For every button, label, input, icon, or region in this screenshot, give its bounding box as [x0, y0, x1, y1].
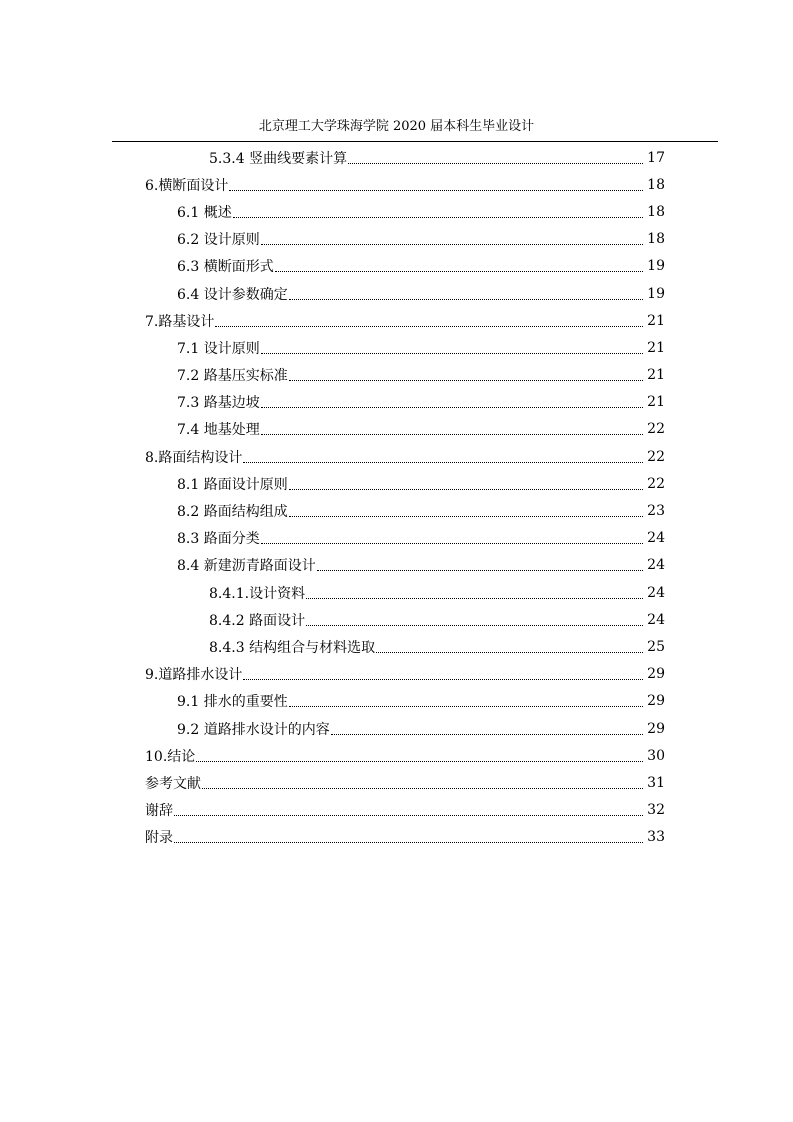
toc-entry-title: 参考文献 [145, 775, 201, 792]
toc-entry[interactable] [0, 742, 793, 769]
toc-entry[interactable] [0, 497, 793, 524]
toc-entry-title: 8.4 新建沥青路面设计 [177, 558, 316, 575]
toc-entry-page-number: 19 [647, 258, 665, 275]
toc-entry-page-number: 17 [647, 149, 665, 166]
dot-leader [202, 788, 643, 789]
toc-entry[interactable] [0, 606, 793, 633]
toc-entry[interactable] [0, 171, 793, 198]
dot-leader [174, 815, 643, 816]
toc-entry[interactable] [0, 579, 793, 606]
dot-leader [261, 434, 643, 435]
toc-entry-page-number: 29 [647, 693, 665, 710]
toc-entry-title: 谢辞 [145, 803, 173, 820]
dot-leader [275, 271, 643, 272]
toc-entry[interactable] [0, 198, 793, 225]
dot-leader [348, 163, 643, 164]
toc-entry[interactable] [0, 661, 793, 688]
toc-entry-title: 6.2 设计原则 [177, 232, 260, 249]
toc-entry-page-number: 22 [647, 448, 665, 465]
dot-leader [261, 244, 643, 245]
dot-leader [289, 380, 643, 381]
toc-entry-title: 8.4.2 路面设计 [209, 612, 306, 629]
toc-entry[interactable] [0, 280, 793, 307]
toc-entry[interactable] [0, 797, 793, 824]
toc-entry-title: 8.路面结构设计 [145, 449, 243, 466]
toc-entry-page-number: 22 [647, 421, 665, 438]
dot-leader [306, 625, 643, 626]
toc-entry-title: 7.3 路基边坡 [177, 395, 260, 412]
toc-entry-title: 8.4.1.设计资料 [209, 585, 306, 602]
toc-entry-title: 5.3.4 竖曲线要素计算 [209, 150, 348, 167]
toc-entry[interactable] [0, 688, 793, 715]
dot-leader [196, 761, 643, 762]
toc-entry-page-number: 24 [647, 530, 665, 547]
toc-entry-title: 8.2 路面结构组成 [177, 504, 288, 521]
toc-entry[interactable] [0, 226, 793, 253]
toc-entry-page-number: 21 [647, 394, 665, 411]
toc-entry-page-number: 24 [647, 611, 665, 628]
toc-entry[interactable] [0, 633, 793, 660]
toc-entry[interactable] [0, 443, 793, 470]
dot-leader [174, 842, 643, 843]
toc-entry-title: 9.2 道路排水设计的内容 [177, 721, 330, 738]
dot-leader [289, 516, 643, 517]
dot-leader [261, 353, 643, 354]
dot-leader [289, 299, 643, 300]
toc-entry[interactable] [0, 769, 793, 796]
toc-entry-page-number: 21 [647, 339, 665, 356]
toc-entry[interactable] [0, 470, 793, 497]
toc-entry-title: 8.3 路面分类 [177, 531, 260, 548]
toc-entry[interactable] [0, 416, 793, 443]
dot-leader [261, 407, 643, 408]
dot-leader [306, 598, 643, 599]
toc-entry[interactable] [0, 253, 793, 280]
toc-entry-page-number: 29 [647, 720, 665, 737]
toc-entry-title: 7.4 地基处理 [177, 422, 260, 439]
toc-entry[interactable] [0, 824, 793, 851]
toc-entry-title: 6.横断面设计 [145, 177, 229, 194]
toc-entry-title: 6.4 设计参数确定 [177, 286, 288, 303]
toc-entry-page-number: 32 [647, 802, 665, 819]
dot-leader [376, 652, 643, 653]
toc-entry-title: 8.1 路面设计原则 [177, 476, 288, 493]
toc-entry-page-number: 21 [647, 312, 665, 329]
dot-leader [229, 190, 643, 191]
toc-entry[interactable] [0, 334, 793, 361]
toc-entry-title: 7.1 设计原则 [177, 340, 260, 357]
toc-entry-page-number: 23 [647, 503, 665, 520]
dot-leader [289, 489, 643, 490]
toc-entry-page-number: 18 [647, 176, 665, 193]
toc-entry-page-number: 18 [647, 203, 665, 220]
toc-entry-page-number: 18 [647, 231, 665, 248]
toc-entry[interactable] [0, 525, 793, 552]
toc-entry-title: 9.道路排水设计 [145, 667, 243, 684]
page-header: 北京理工大学珠海学院 2020 届本科生毕业设计 [258, 119, 535, 134]
dot-leader [243, 462, 643, 463]
toc-entry-page-number: 29 [647, 666, 665, 683]
toc-entry-title: 附录 [145, 830, 173, 847]
toc-entry-page-number: 31 [647, 774, 665, 791]
dot-leader [233, 217, 643, 218]
dot-leader [317, 570, 643, 571]
toc-entry[interactable] [0, 144, 793, 171]
toc-entry[interactable] [0, 307, 793, 334]
toc-entry-title: 7.2 路基压实标准 [177, 368, 288, 385]
dot-leader [289, 706, 643, 707]
table-of-contents [0, 144, 793, 851]
toc-entry-page-number: 30 [647, 747, 665, 764]
toc-entry-title: 7.路基设计 [145, 313, 215, 330]
toc-entry-page-number: 33 [647, 829, 665, 846]
toc-entry-page-number: 24 [647, 557, 665, 574]
toc-entry[interactable] [0, 389, 793, 416]
toc-entry-title: 6.1 概述 [177, 204, 232, 221]
toc-entry[interactable] [0, 362, 793, 389]
dot-leader [215, 326, 643, 327]
toc-entry[interactable] [0, 715, 793, 742]
toc-entry-page-number: 21 [647, 367, 665, 384]
toc-entry-page-number: 25 [647, 638, 665, 655]
toc-entry-page-number: 22 [647, 475, 665, 492]
dot-leader [261, 543, 643, 544]
header-rule [112, 141, 718, 142]
toc-entry-title: 6.3 横断面形式 [177, 259, 274, 276]
toc-entry-page-number: 24 [647, 584, 665, 601]
toc-entry-title: 8.4.3 结构组合与材料选取 [209, 639, 376, 656]
toc-entry-title: 9.1 排水的重要性 [177, 694, 288, 711]
toc-entry[interactable] [0, 552, 793, 579]
dot-leader [331, 734, 643, 735]
toc-entry-title: 10.结论 [145, 748, 196, 765]
toc-entry-page-number: 19 [647, 285, 665, 302]
dot-leader [243, 679, 643, 680]
